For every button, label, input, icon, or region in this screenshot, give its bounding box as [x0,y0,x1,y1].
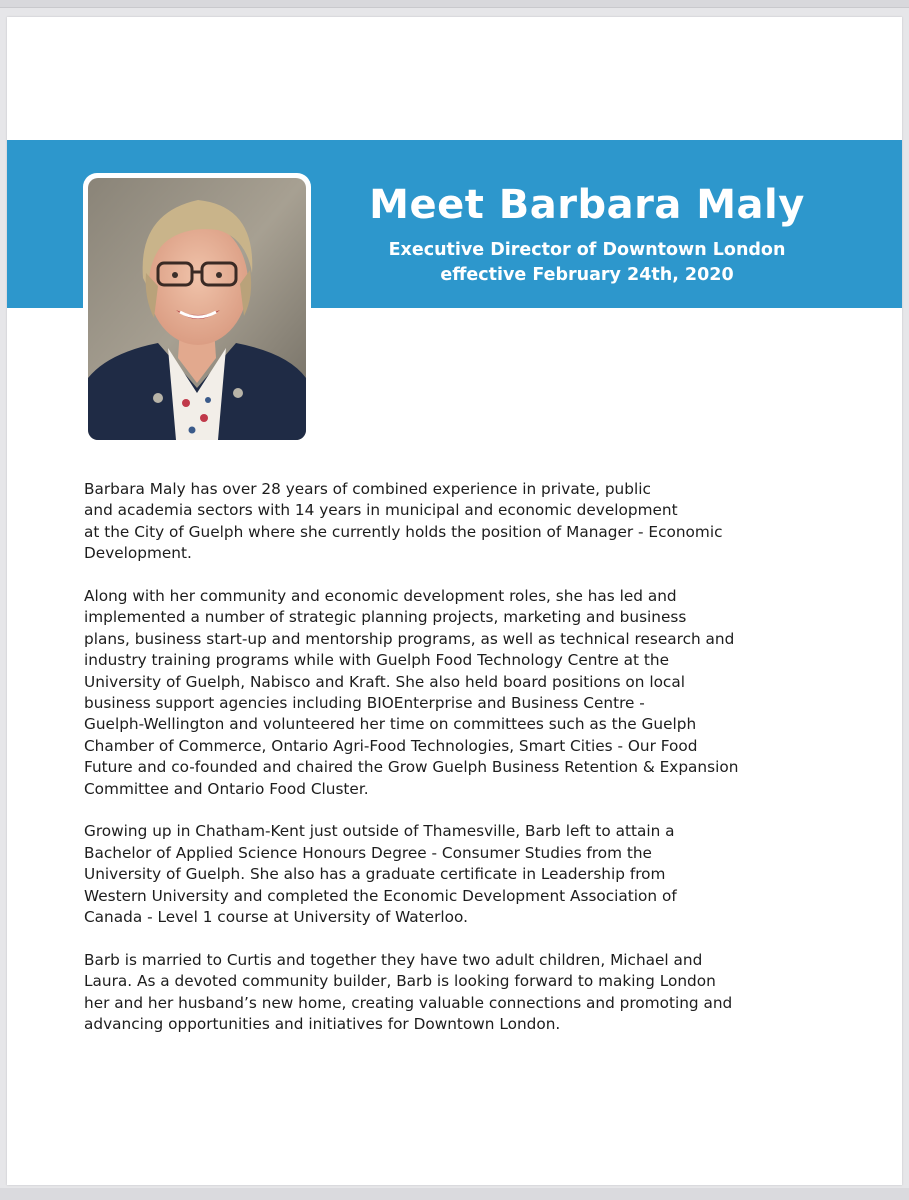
bio-paragraph-education: Growing up in Chatham-Kent just outside of Thamesville, Barb left to attain a Bachelor of Applied Science Honours Degree - Consumer Studies from the University of Guelph. She also has a graduate certificate in Leadership from Western University and completed the Economic Development Association of Canada - Level 1 course at University of Waterloo. [84,822,677,927]
portrait-photo [88,178,306,440]
biography [84,479,874,1057]
bio-paragraph-personal: Barb is married to Curtis and together they have two adult children, Michael and Laura. As a devoted community builder, Barb is looking forward to making London her and her husband’s new home, creating valuable connections and promoting and advancing opportunities and initiatives for Downtown London. [84,950,733,1034]
page-title: Meet Barbara Maly [369,182,805,228]
subtitle-position: Executive Director of Downtown London [388,240,786,260]
bio-paragraph-experience: Barbara Maly has over 28 years of combined experience in private, public and academia sectors with 14 years in municipal and economic development at the City of Guelph where she currently holds the position of Manager - Economic Development. [84,480,723,563]
bio-paragraph-roles: Along with her community and economic development roles, she has led and implemented a number of strategic planning projects, marketing and business plans, business start-up and mentorship programs, as well as technical research and industry training programs while with Guelph Food Technology Centre at the University of Guelph, Nabisco and Kraft. She also held board positions on local business support agencies including BIOEnterprise and Business Centre - Guelph-Wellington and volunteered her time on committees such as the Guelph Chamber of Commerce, Ontario Agri-Food Technologies, Smart Cities - Our Food Future and co-founded and chaired the Grow Guelph Business Retention & Expansion Committee and Ontario Food Cluster. [84,587,739,798]
top-edge-strip [0,0,909,8]
subtitle-effective-date: effective February 24th, 2020 [440,265,734,285]
portrait-frame [83,173,311,445]
document-page [7,17,902,1185]
bottom-edge-strip [0,1188,909,1200]
